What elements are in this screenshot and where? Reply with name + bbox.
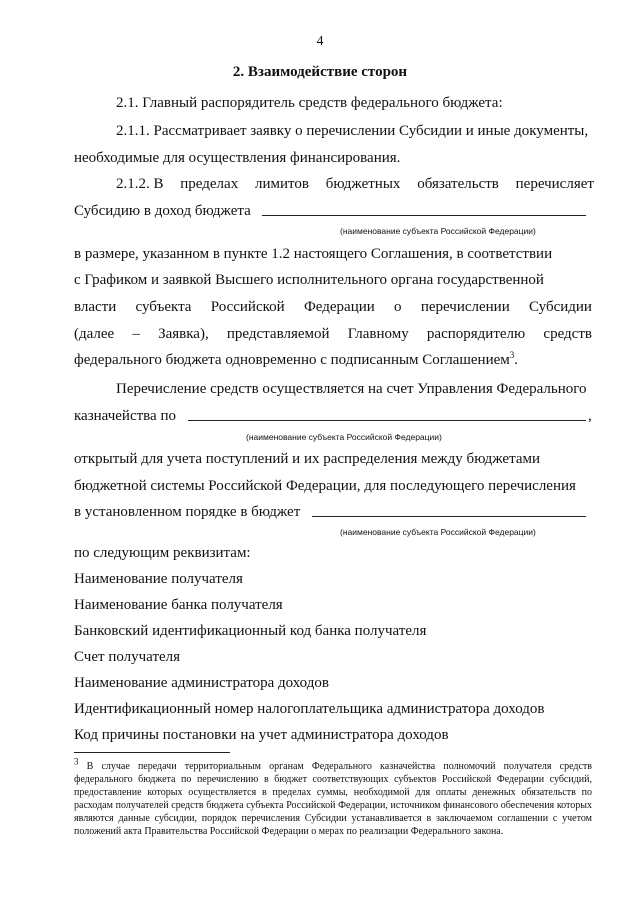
paragraph-2-1-2-line2: Субсидию в доход бюджета: [74, 203, 251, 219]
paragraph-2-1-1-line1: 2.1.1. Рассматривает заявку о перечислении Субсидии и иные документы,: [116, 123, 589, 139]
requisite-item: Наименование банка получателя: [74, 597, 283, 613]
paragraph-a-line1: в размере, указанном в пункте 1.2 настоящего Соглашения, в соответствии: [74, 246, 553, 262]
requisite-item: Банковский идентификационный код банка получателя: [74, 623, 427, 639]
footnote-separator: [74, 752, 230, 753]
word: пределах: [180, 176, 239, 192]
paragraph-a-line4: (далее – Заявка), представляемой Главному распорядителю средств: [74, 326, 592, 342]
paragraph-c-line3: в установленном порядке в бюджет: [74, 504, 301, 520]
paragraph-b-line1: Перечисление средств осуществляется на счет Управления Федерального: [116, 381, 587, 397]
section-title: 2. Взаимодействие сторон: [232, 64, 408, 80]
footnote: [74, 756, 592, 838]
requisite-item: Код причины постановки на учет администратора доходов: [74, 727, 449, 743]
paragraph-b-line2: казначейства по: [74, 408, 176, 424]
footnote-reference: 3: [509, 350, 515, 360]
caption-subject-1: (наименование субъекта Российской Федерации): [340, 226, 536, 236]
paragraph-2-1: 2.1. Главный распорядитель средств федерального бюджета:: [116, 95, 503, 111]
paragraph-2-1-2-line1: [116, 175, 594, 193]
word: бюджетных: [325, 176, 401, 192]
paragraph-2-1-1-line2: необходимые для осуществления финансирования.: [74, 150, 401, 166]
caption-subject-3: (наименование субъекта Российской Федерации): [340, 527, 536, 537]
comma: ,: [588, 408, 592, 424]
paragraph-a-line3: власти субъекта Российской Федерации о перечислении Субсидии: [74, 299, 592, 315]
paragraph-a-line5: федерального бюджета одновременно с подписанным Соглашением$^3$.: [74, 350, 519, 368]
blank-line-treasury: [188, 420, 586, 421]
requisite-item: Счет получателя: [74, 649, 181, 665]
requisite-item: Идентификационный номер налогоплательщика администратора доходов: [74, 701, 545, 717]
word: 2.1.2. В: [116, 176, 164, 192]
word: перечисляет: [515, 176, 594, 192]
paragraph-d: по следующим реквизитам:: [74, 545, 251, 561]
page-number: 4: [316, 34, 324, 49]
footnote-mark: 3: [74, 756, 79, 767]
requisite-item: Наименование получателя: [74, 571, 243, 587]
blank-line-budget-2: [312, 516, 586, 517]
word: обязательств: [417, 176, 499, 192]
requisite-item: Наименование администратора доходов: [74, 675, 329, 691]
paragraph-a-line2: с Графиком и заявкой Высшего исполнительного органа государственной: [74, 272, 544, 288]
blank-line-budget: [262, 215, 586, 216]
footnote-text: В случае передачи территориальным органам Федерального казначейства полномочий получателя средств федерального бюджета по перечислению в бюджет соответствующих субъектов Российской Федерации субсидий, предоставление которых осуществляется в пределах суммы, необходимой для оплаты денежных обязательств по расходам получателей средств бюджета субъекта Российской Федерации, источником финансового обеспечения которых являются данные субсидии, порядок перечисления Субсидии устанавливается в заключаемом соглашении с учетом положений акта Правительства Российской Федерации о мерах по реализации Федерального закона.: [74, 761, 592, 837]
paragraph-c-line2: бюджетной системы Российской Федерации, для последующего перечисления: [74, 478, 576, 494]
caption-subject-2: (наименование субъекта Российской Федерации): [246, 432, 442, 442]
word: лимитов: [254, 176, 309, 192]
paragraph-c-line1: открытый для учета поступлений и их распределения между бюджетами: [74, 451, 541, 467]
